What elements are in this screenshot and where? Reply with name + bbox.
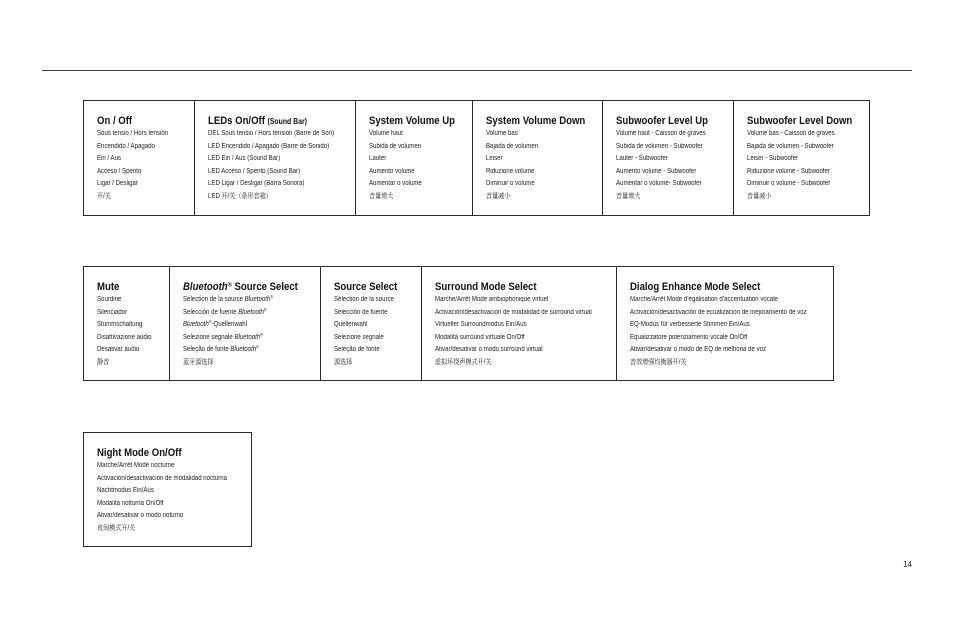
translation-line: LED Ein / Aus (Sound Bar) — [208, 155, 281, 163]
translation-line: Aumentar o volume — [369, 180, 422, 188]
function-cell — [84, 433, 251, 546]
function-title — [183, 280, 300, 294]
function-title — [208, 114, 334, 128]
function-cell — [84, 267, 170, 380]
line-segment: ® — [208, 319, 212, 325]
function-title: On / Off — [97, 115, 133, 127]
translation-line: LED Acceso / Spento (Sound Bar) — [208, 167, 301, 175]
function-cell — [321, 267, 422, 380]
translation-line: Subida de volumen — [369, 142, 422, 150]
translation-line — [183, 332, 300, 345]
translation-line: Modalità surround virtuale On/Off — [435, 333, 525, 341]
line-segment: Selección de fuente — [183, 308, 239, 316]
translation-line — [183, 307, 300, 320]
translation-line: LED 开/关（条形音箱） — [208, 192, 272, 200]
translation-line: 音量增大 — [369, 192, 394, 200]
translation-line: Nachtmodus Ein/Aus — [97, 487, 154, 495]
translation-line: LED Encendido / Apagado (Barre de Sonido) — [208, 142, 330, 150]
translation-line: Ativar/desativar o modo surround virtual — [435, 346, 543, 354]
function-cell — [170, 267, 321, 380]
translation-line: Marche/Arrêt Mode d’égalisation d’accentuation vocale — [630, 296, 778, 303]
function-cell — [84, 101, 195, 215]
translation-line: Quellenwahl — [334, 321, 368, 329]
line-segment: ® — [260, 332, 263, 338]
translation-line: Volume haut — [369, 130, 403, 137]
line-segment: ® — [263, 307, 267, 313]
line-segment: Bluetooth — [244, 296, 271, 303]
translation-line: Aumentar o volume- Subwoofer — [616, 180, 702, 188]
translation-line: Activación/desactivación de ecualización de mejoramiento de voz — [630, 308, 807, 316]
translation-line: 开/关 — [97, 192, 111, 200]
translation-line: Disattivazione audio — [97, 333, 152, 341]
function-cell — [734, 101, 869, 215]
function-table-1 — [83, 100, 870, 216]
function-title: Source Select — [334, 281, 398, 293]
translation-line: Equalizzatore potenziamento vocale On/Off — [630, 333, 748, 341]
translation-line: Leiser — [486, 155, 503, 163]
function-title: Mute — [97, 281, 120, 293]
translation-line: 音效增强均衡器开/关 — [630, 358, 687, 366]
function-title: System Volume Up — [369, 115, 455, 127]
function-cell — [356, 101, 473, 215]
function-cell — [617, 267, 833, 380]
translation-line: 静音 — [97, 358, 110, 366]
translation-line: Riduzione volume — [486, 167, 535, 175]
translation-line: Volume haut - Caisson de graves — [616, 130, 706, 137]
function-cell — [422, 267, 617, 380]
translation-line: Encendido / Apagado — [97, 142, 155, 150]
translation-line: Volume bas — [486, 130, 518, 137]
function-title: System Volume Down — [486, 115, 586, 127]
translation-line: 夜间模式开/关 — [97, 524, 136, 532]
line-segment: Bluetooth — [234, 333, 261, 341]
translation-line: Activación/desactivación de modalidad nocturna — [97, 474, 228, 482]
translation-line: Seleção de fonte — [334, 346, 380, 354]
line-segment: ® — [270, 294, 274, 300]
line-segment: -Quellenwahl — [211, 321, 247, 329]
title-segment: ® — [227, 281, 232, 289]
function-cell — [603, 101, 734, 215]
function-title: Subwoofer Level Down — [747, 115, 853, 127]
function-cell — [195, 101, 356, 215]
line-segment: Selezione segnale — [183, 333, 235, 341]
header-rule — [42, 70, 912, 71]
translation-line: Virtueller Surroundmodus Ein/Aus — [435, 321, 527, 329]
translation-line: Volume bas - Caisson de graves — [747, 130, 835, 137]
line-segment: Bluetooth — [238, 308, 264, 316]
translation-line: Silenciador — [97, 308, 128, 316]
translation-line: EQ-Modus für verbesserte Stimmen Ein/Aus — [630, 321, 750, 329]
translation-line: Sourdine — [97, 296, 122, 303]
function-title: Surround Mode Select — [435, 281, 537, 293]
translation-line: Selezione segnale — [334, 333, 384, 341]
function-title: Subwoofer Level Up — [616, 115, 709, 127]
title-segment: (Sound Bar) — [267, 117, 307, 126]
translation-line: Ein / Aus — [97, 155, 122, 163]
page-number: 14 — [903, 560, 912, 569]
translation-line: Stummschaltung — [97, 321, 143, 329]
translation-line: Modalità notturna On/Off — [97, 499, 164, 507]
translation-line: LED Ligar / Desligar (Barra Sonora) — [208, 180, 305, 188]
translation-line: Acceso / Spento — [97, 167, 142, 175]
translation-line — [183, 294, 300, 307]
translation-line: Bajada de volumen — [486, 142, 539, 150]
translation-line: Leiser - Subwoofer — [747, 155, 799, 163]
translation-line — [183, 344, 300, 357]
translation-line: 蓝牙源选择 — [183, 358, 214, 366]
line-segment: Seleção de fonte — [183, 346, 231, 354]
translation-line: Ligar / Desligar — [97, 180, 138, 188]
translation-line: Sous tensio / Hors tension — [97, 130, 169, 137]
function-title: Night Mode On/Off — [97, 447, 182, 459]
translation-line: 虚拟环绕声模式开/关 — [435, 358, 492, 366]
function-cell — [473, 101, 603, 215]
line-segment: ® — [256, 345, 259, 351]
translation-line: 音量减小 — [486, 192, 511, 200]
function-table-2 — [83, 266, 834, 381]
translation-line: Marche/Arrêt Mode ambiophonique virtuel — [435, 296, 549, 303]
translation-line: 音量减小 — [747, 192, 772, 200]
translation-line — [183, 319, 300, 332]
title-segment: Source Select — [231, 281, 298, 293]
translation-line: Ativar/desativar o modo noturno — [97, 512, 184, 520]
translation-line: Lauter — [369, 155, 387, 163]
translation-line: Diminuir o volume — [486, 180, 535, 188]
translation-line: Sélection de la source — [334, 296, 394, 303]
translation-line: 音量增大 — [616, 192, 641, 200]
translation-line: Desativar áudio — [97, 346, 140, 354]
translation-line: Aumento volume - Subwoofer — [616, 167, 697, 175]
line-segment: Bluetooth — [183, 321, 209, 329]
translation-line: Diminuir o volume - Subwoofer — [747, 180, 831, 188]
function-title: Dialog Enhance Mode Select — [630, 281, 761, 293]
translation-line: Aumento volume — [369, 167, 415, 175]
title-segment: LEDs On/Off — [208, 115, 268, 127]
translation-line: 源选择 — [334, 358, 353, 366]
title-segment: Bluetooth — [183, 281, 228, 293]
line-segment: Sélection de la source — [183, 296, 245, 303]
translation-line: Bajada de volumen - Subwoofer — [747, 142, 834, 150]
translation-line: DEL Sous tensio / Hors tension (Barre de Son) — [208, 130, 335, 137]
translation-line: Lauter - Subwoofer — [616, 155, 668, 163]
translation-line: Subida de volumen - Subwoofer — [616, 142, 703, 150]
translation-line: Riduzione volume - Subwoofer — [747, 167, 830, 175]
translation-line: Ativar/desativar o modo de EQ de melhoria de voz — [630, 346, 767, 354]
function-table-3 — [83, 432, 252, 547]
line-segment: Bluetooth — [230, 346, 257, 354]
translation-line: Activación/desactivación de modalidad de surround virtual — [435, 308, 592, 316]
translation-line: Marche/Arrêt Mode nocturne — [97, 462, 175, 469]
translation-line: Selección de fuente — [334, 308, 388, 316]
